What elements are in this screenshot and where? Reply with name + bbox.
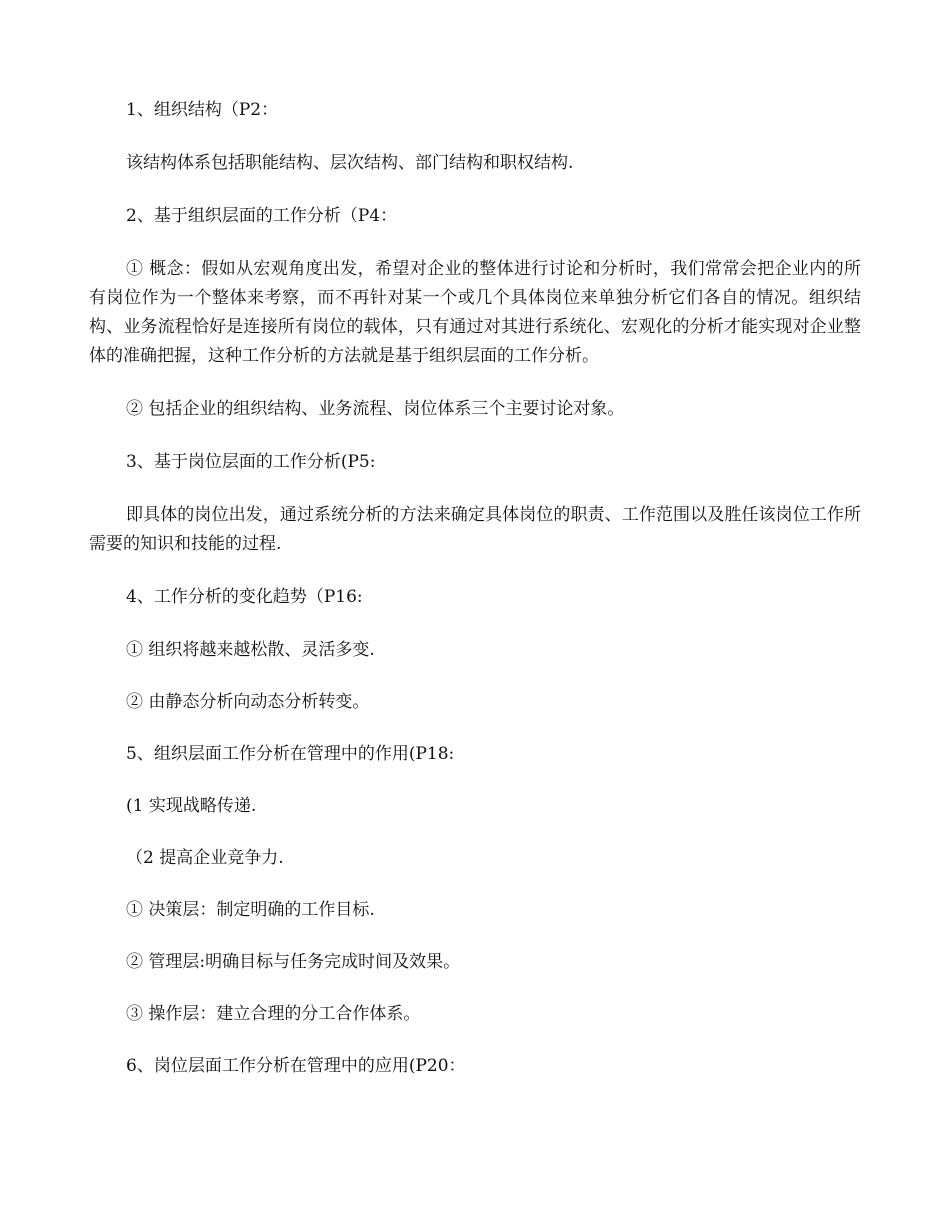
heading-5-organization-role: 5、组织层面工作分析在管理中的作用(P18: bbox=[126, 744, 455, 764]
heading-1-organization-structure: 1、组织结构（P2： bbox=[126, 100, 279, 120]
paragraph-structure-system: 该结构体系包括职能结构、层次结构、部门结构和职权结构. bbox=[126, 153, 574, 173]
list-item-management-layer: ② 管理层:明确目标与任务完成时间及效果。 bbox=[126, 952, 461, 972]
list-item-operation-layer: ③ 操作层：建立合理的分工合作体系。 bbox=[126, 1004, 421, 1024]
heading-2-organization-level-analysis: 2、基于组织层面的工作分析（P4： bbox=[126, 206, 398, 226]
heading-3-position-level-analysis: 3、基于岗位层面的工作分析(P5: bbox=[126, 452, 376, 472]
paragraph-position-definition: 即具体的岗位出发，通过系统分析的方法来确定具体岗位的职责、工作范围以及胜任该岗位工作所需要的知识和技能的过程. bbox=[89, 505, 861, 554]
paragraph-includes-objects: ② 包括企业的组织结构、业务流程、岗位体系三个主要讨论对象。 bbox=[126, 399, 625, 419]
heading-6-position-application: 6、岗位层面工作分析在管理中的应用(P20： bbox=[126, 1056, 466, 1076]
paragraph-concept: ① 概念：假如从宏观角度出发，希望对企业的整体进行讨论和分析时，我们常常会把企业内的所有岗位作为一个整体来考察，而不再针对某一个或几个具体岗位来单独分析它们各自的情况。组织结构、业务流程恰好是连接所有岗位的载体，只有通过对其进行系统化、宏观化的分析才能实现对企业整体的准确把握，这种工作分析的方法就是基于组织层面的工作分析。 bbox=[89, 259, 861, 366]
document-body bbox=[89, 96, 861, 1104]
heading-4-trends: 4、工作分析的变化趋势（P16: bbox=[126, 587, 363, 607]
list-item-trend-1: ① 组织将越来越松散、灵活多变. bbox=[126, 640, 375, 660]
list-item-role-2: （2 提高企业竞争力. bbox=[126, 848, 284, 868]
list-item-role-1: (1 实现战略传递. bbox=[126, 796, 257, 816]
list-item-trend-2: ② 由静态分析向动态分析转变。 bbox=[126, 692, 370, 712]
list-item-decision-layer: ① 决策层：制定明确的工作目标. bbox=[126, 900, 375, 920]
